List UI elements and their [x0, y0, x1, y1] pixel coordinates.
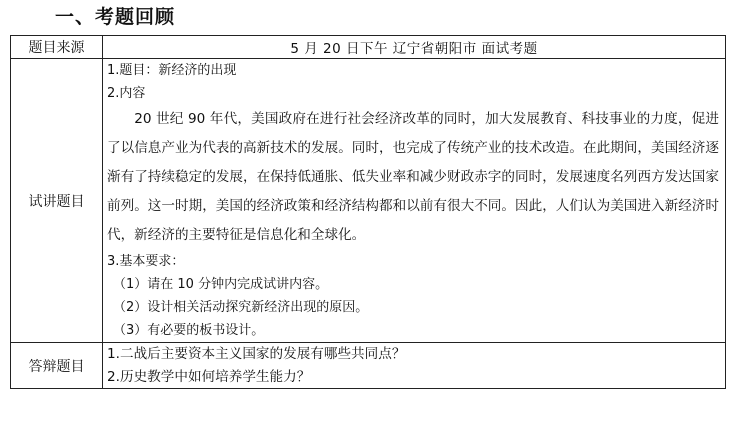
- content-heading: 2.内容: [107, 86, 146, 101]
- content-paragraph: 20 世纪 90 年代，美国政府在进行社会经济改革的同时，加大发展教育、科技事业的力度，促进了以信息产业为代表的高新技术的发展。同时，也完成了传统产业的技术改造。在此期间，美国经济逐渐有了持续稳定的发展，在保持低通胀、低失业率和减少财政赤字的同时，发展速度名列西方发达国家前列。这一时期，美国的经济政策和经济结构都和以前有很大不同。因此，人们认为美国进入新经济时代，新经济的主要特征是信息化和全球化。: [107, 111, 719, 243]
- section-title: 一、考题回顾: [55, 6, 176, 28]
- defense-question: 2.历史教学中如何培养学生能力？: [107, 368, 311, 385]
- defense-questions-cell: [103, 343, 726, 389]
- source-row: [11, 36, 726, 59]
- requirement-item: （3）有必要的板书设计。: [113, 323, 265, 338]
- source-label: 题目来源: [11, 36, 103, 59]
- requirement-item: （1）请在 10 分钟内完成试讲内容。: [113, 277, 329, 292]
- lecture-topic: 1.题目：新经济的出现: [107, 63, 237, 78]
- defense-row: [11, 343, 726, 389]
- exam-review-table: [10, 35, 726, 389]
- defense-label: 答辩题目: [11, 343, 103, 389]
- lecture-row: [11, 59, 726, 343]
- lecture-content-cell: [103, 59, 726, 343]
- lecture-label: 试讲题目: [11, 59, 103, 343]
- requirement-item: （2）设计相关活动探究新经济出现的原因。: [113, 300, 369, 315]
- source-value: 5 月 20 日下午 辽宁省朝阳市 面试考题: [103, 36, 726, 59]
- requirements-heading: 3.基本要求：: [107, 254, 185, 269]
- defense-question: 1.二战后主要资本主义国家的发展有哪些共同点？: [107, 346, 406, 362]
